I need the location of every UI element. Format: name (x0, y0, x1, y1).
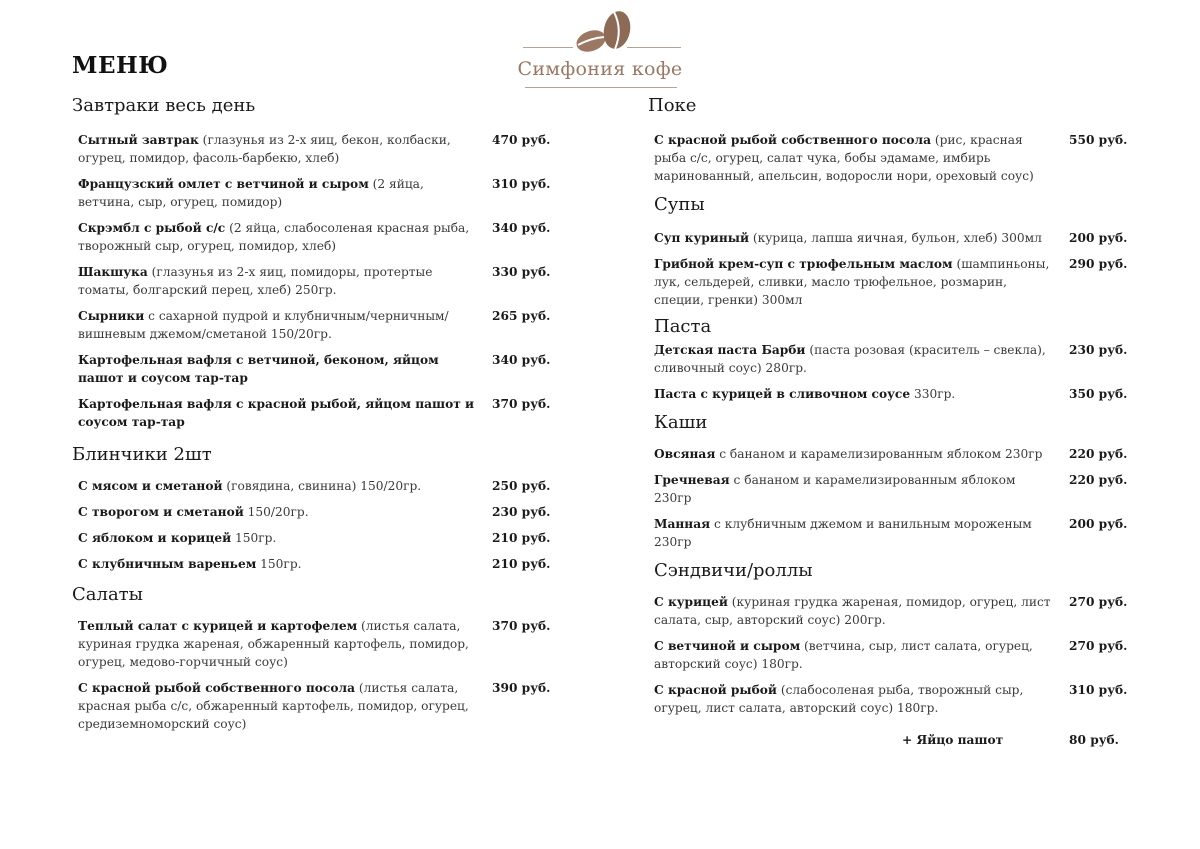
brand-name: Симфония кофе (517, 58, 683, 80)
item-name: Сырники (78, 309, 145, 323)
item-name: Сытный завтрак (78, 133, 199, 147)
addon-price: 80 руб. (1069, 733, 1119, 747)
menu-item (654, 637, 1126, 673)
item-price: 470 руб. (492, 133, 551, 147)
menu-item (654, 471, 1126, 507)
menu-item (654, 445, 1126, 463)
item-price: 210 руб. (492, 531, 551, 545)
menu-item (78, 555, 550, 573)
item-name: Картофельная вафля с красной рыбой, яйцом пашот и соусом тар-тар (78, 397, 475, 429)
item-name: Грибной крем-суп с трюфельным маслом (654, 257, 953, 271)
item-name: Овсяная (654, 447, 716, 461)
item-name: С курицей (654, 595, 728, 609)
right-column (648, 94, 1128, 717)
item-desc: (говядина, свинина) 150/20гр. (222, 479, 422, 493)
item-price: 340 руб. (492, 353, 551, 367)
item-price: 340 руб. (492, 221, 551, 235)
menu-item (78, 351, 550, 387)
item-name: С яблоком и корицей (78, 531, 232, 545)
item-desc: с сахарной пудрой и клубничным/черничным/вишневым джемом/сметаной 150/20гр. (78, 309, 449, 341)
item-price: 370 руб. (492, 619, 551, 633)
menu-item (654, 681, 1126, 717)
item-desc: с клубничным джемом и ванильным мороженым 230гр (654, 517, 1032, 549)
menu-title: МЕНЮ (72, 52, 169, 79)
item-price: 200 руб. (1069, 231, 1128, 245)
menu-item (78, 263, 550, 299)
menu-item (654, 385, 1126, 403)
menu-item (78, 219, 550, 255)
item-desc: (шампиньоны, лук, сельдерей, сливки, масло трюфельное, розмарин, специи, гренки) 300мл (654, 257, 1050, 307)
item-desc: 330гр. (910, 387, 956, 401)
menu-item (78, 529, 550, 547)
menu-item (78, 395, 550, 431)
item-name: Картофельная вафля с ветчиной, беконом, яйцом пашот и соусом тар-тар (78, 353, 439, 385)
section-title: Блинчики 2шт (72, 444, 212, 465)
item-price: 290 руб. (1069, 257, 1128, 271)
menu-item (78, 477, 550, 495)
item-price: 200 руб. (1069, 517, 1128, 531)
item-name: С мясом и сметаной (78, 479, 223, 493)
item-name: С красной рыбой (654, 683, 777, 697)
item-name: Гречневая (654, 473, 730, 487)
menu-item (654, 255, 1126, 309)
item-price: 330 руб. (492, 265, 551, 279)
item-desc: (глазунья из 2-х яиц, помидоры, протертые томаты, болгарский перец, хлеб) 250гр. (78, 265, 433, 297)
menu-item (654, 593, 1126, 629)
item-desc: 150гр. (231, 531, 277, 545)
item-price: 220 руб. (1069, 473, 1128, 487)
item-name: Шакшука (78, 265, 148, 279)
item-price: 220 руб. (1069, 447, 1128, 461)
coffee-beans-icon (557, 8, 647, 56)
item-price: 310 руб. (1069, 683, 1128, 697)
item-name: Теплый салат с курицей и картофелем (78, 619, 358, 633)
section-title: Супы (654, 194, 705, 215)
item-price: 370 руб. (492, 397, 551, 411)
logo-rule-bottom (525, 87, 677, 88)
item-price: 390 руб. (492, 681, 551, 695)
item-price: 230 руб. (1069, 343, 1128, 357)
item-name: С красной рыбой собственного посола (78, 681, 355, 695)
menu-item (78, 175, 550, 211)
menu-item (654, 515, 1126, 551)
item-desc: (ветчина, сыр, лист салата, огурец, авторский соус) 180гр. (654, 639, 1033, 671)
left-column (72, 94, 551, 733)
item-desc: (глазунья из 2-х яиц, бекон, колбаски, огурец, помидор, фасоль-барбекю, хлеб) (78, 133, 451, 165)
item-name: С творогом и сметаной (78, 505, 244, 519)
item-name: С ветчиной и сыром (654, 639, 801, 653)
section-title: Поке (648, 95, 697, 116)
item-desc: 150гр. (256, 557, 302, 571)
item-desc: (паста розовая (краситель – свекла), сливочный соус) 280гр. (654, 343, 1046, 375)
logo-rule-right (627, 47, 681, 48)
section-title: Салаты (72, 584, 143, 605)
menu-item (78, 679, 550, 733)
brand-logo (505, 8, 695, 92)
item-price: 210 руб. (492, 557, 551, 571)
item-price: 270 руб. (1069, 639, 1128, 653)
item-desc: (листья салата, куриная грудка жареная, обжаренный картофель, помидор, огурец, медово-горчичный соус) (78, 619, 469, 669)
item-desc: (курица, лапша яичная, бульон, хлеб) 300мл (749, 231, 1042, 245)
menu-item (78, 503, 550, 521)
logo-rule-left (523, 47, 573, 48)
menu-item (78, 617, 550, 671)
section-title: Завтраки весь день (72, 95, 256, 116)
item-desc: (2 яйца, ветчина, сыр, огурец, помидор) (78, 177, 424, 209)
item-desc: (слабосоленая рыба, творожный сыр, огурец, лист салата, авторский соус) 180гр. (654, 683, 1024, 715)
menu-item (654, 341, 1126, 377)
item-price: 265 руб. (492, 309, 551, 323)
item-name: Паста с курицей в сливочном соусе (654, 387, 911, 401)
item-desc: (2 яйца, слабосоленая красная рыба, творожный сыр, огурец, помидор, хлеб) (78, 221, 470, 253)
item-price: 250 руб. (492, 479, 551, 493)
item-desc: с бананом и карамелизированным яблоком 230гр (715, 447, 1043, 461)
item-price: 550 руб. (1069, 133, 1128, 147)
item-name: Манная (654, 517, 711, 531)
item-desc: (листья салата, красная рыба с/с, обжаренный картофель, помидор, огурец, средиземноморский соус) (78, 681, 469, 731)
section-title: Каши (654, 412, 708, 433)
item-price: 270 руб. (1069, 595, 1128, 609)
item-desc: (рис, красная рыба с/с, огурец, салат чука, бобы эдамаме, имбирь маринованный, апельсин, водоросли нори, ореховый соус) (654, 133, 1034, 183)
item-name: Детская паста Барби (654, 343, 806, 357)
item-price: 230 руб. (492, 505, 551, 519)
item-desc: (куриная грудка жареная, помидор, огурец, лист салата, сыр, авторский соус) 200гр. (654, 595, 1051, 627)
menu-item (654, 131, 1126, 185)
item-name: Французский омлет с ветчиной и сыром (78, 177, 369, 191)
menu-item (78, 307, 550, 343)
addon-label: + Яйцо пашот (902, 733, 1004, 747)
item-desc: с бананом и карамелизированным яблоком 230гр (654, 473, 1016, 505)
item-name: Скрэмбл с рыбой с/с (78, 221, 226, 235)
item-price: 310 руб. (492, 177, 551, 191)
menu-item (654, 229, 1126, 247)
item-price: 350 руб. (1069, 387, 1128, 401)
menu-item (78, 131, 550, 167)
item-name: С клубничным вареньем (78, 557, 257, 571)
item-name: С красной рыбой собственного посола (654, 133, 931, 147)
item-name: Суп куриный (654, 231, 750, 245)
section-title: Сэндвичи/роллы (654, 560, 813, 581)
section-title: Паста (654, 316, 712, 337)
item-desc: 150/20гр. (243, 505, 309, 519)
